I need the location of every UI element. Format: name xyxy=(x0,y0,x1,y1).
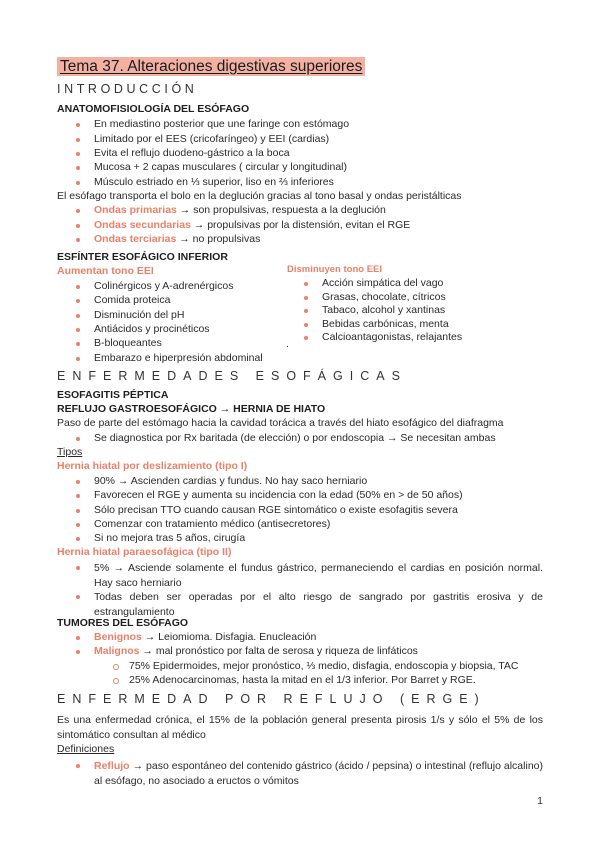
tumor-item xyxy=(94,631,316,643)
list-item: Disminución del pH xyxy=(94,309,185,321)
wave-text: → propulsivas por la distensión, evitan el RGE xyxy=(190,219,411,231)
erge-text: Es una enfermedad crónica, el 15% de la población general presenta pirosis 1/s y sólo el 5% de los sintomático consultan al médico xyxy=(57,714,543,741)
list-item: Calcioantagonistas, relajantes xyxy=(322,331,463,343)
malign-text: → mal pronóstico por falta de serosa y riqueza de linfáticos xyxy=(139,645,418,657)
eei-heading: ESFÍNTER ESOFÁGICO INFERIOR xyxy=(57,251,228,263)
para-hernia-label: Hernia hiatal paraesofágica (tipo II) xyxy=(57,546,232,558)
list-item: Músculo estriado en ⅓ superior, liso en ⅔ inferiores xyxy=(94,176,334,188)
esofagitis-heading: ESOFAGITIS PÉPTICA xyxy=(57,389,169,401)
wave-label: Ondas secundarias xyxy=(94,219,191,231)
tumors-heading: TUMORES DEL ESÓFAGO xyxy=(57,617,189,629)
increase-label: Aumentan tono EEI xyxy=(57,265,154,277)
reflux-text: Paso de parte del estómago hacia la cavidad torácica a través del hiato esofágico del diafragma xyxy=(57,417,504,429)
wave-item xyxy=(94,204,386,216)
tumor-item xyxy=(94,645,418,657)
list-item: 90% → Ascienden cardias y fundus. No hay saco herniario xyxy=(94,475,368,487)
list-item: Comenzar con tratamiento médico (antisecretores) xyxy=(94,518,331,530)
page-title: Tema 37. Alteraciones digestivas superiores xyxy=(57,57,365,76)
list-item: B-bloqueantes xyxy=(94,337,162,349)
wave-item xyxy=(94,233,260,245)
malign-label: Malignos xyxy=(94,645,140,657)
list-item: Sólo precisan TTO cuando causan RGE sintomático o existe esofagitis severa xyxy=(94,504,458,516)
wave-text: → son propulsivas, respuesta a la deglución xyxy=(176,204,386,216)
stray-dot: . xyxy=(286,338,289,350)
wave-label: Ondas terciarias xyxy=(94,233,177,245)
list-item: Acción simpática del vago xyxy=(322,277,444,289)
decrease-label: Disminuyen tono EEI xyxy=(287,264,383,275)
section-heading-enfermedades: ENFERMEDADES ESOFÁGICAS xyxy=(57,369,407,383)
sub-list-item: 75% Epidermoides, mejor pronóstico, ⅓ medio, disfagia, endoscopia y biopsia, TAC xyxy=(129,660,519,672)
definition-item xyxy=(94,759,543,788)
list-item: 5% → Asciende solamente el fundus gástrico, permaneciendo el cardias en posición normal. Hay saco herniario xyxy=(94,562,543,589)
list-item: Colinérgicos y A-adrenérgicos xyxy=(94,280,234,292)
wave-label: Ondas primarias xyxy=(94,204,177,216)
reflux-label: Reflujo xyxy=(94,760,130,772)
section-heading-introduccion: INTRODUCCIÓN xyxy=(57,82,198,96)
wave-text: → no propulsivas xyxy=(176,233,261,245)
list-item: Limitado por el EES (cricofaríngeo) y EEI (cardias) xyxy=(94,133,330,145)
tipos-heading: Tipos xyxy=(57,446,83,458)
transport-text: El esófago transporta el bolo en la deglución gracias al tono basal y ondas peristálticas xyxy=(57,190,462,202)
list-item: En mediastino posterior que une faringe con estómago xyxy=(94,118,350,130)
list-item: Se diagnostica por Rx baritada (de elección) o por endoscopia → Se necesitan ambas xyxy=(94,432,496,444)
sub-list-item: 25% Adenocarcinomas, hasta la mitad en el 1/3 inferior. Por Barret y RGE. xyxy=(129,674,476,686)
list-item: Bebidas carbónicas, menta xyxy=(322,318,449,330)
list-item: Todas deben ser operadas por el alto riesgo de sangrado por gastritis erosiva y de estrangulamiento xyxy=(94,591,543,618)
list-item: Mucosa + 2 capas musculares ( circular y longitudinal) xyxy=(94,161,347,173)
list-item: Embarazo e hiperpresión abdominal xyxy=(94,352,263,364)
sliding-hernia-label: Hernia hiatal por deslizamiento (tipo I) xyxy=(57,460,248,472)
list-item: Grasas, chocolate, cítricos xyxy=(322,291,446,303)
reflux-heading: REFLUJO GASTROESOFÁGICO → HERNIA DE HIATO xyxy=(57,403,326,415)
definitions-heading: Definiciones xyxy=(57,743,115,755)
list-item: Favorecen el RGE y aumenta su incidencia con la edad (50% en > de 50 años) xyxy=(94,489,463,501)
list-item: Evita el reflujo duodeno-gástrico a la boca xyxy=(94,147,290,159)
list-item: Antiácidos y procinéticos xyxy=(94,323,210,335)
list-item: Si no mejora tras 5 años, cirugía xyxy=(94,532,246,544)
benign-label: Benignos xyxy=(94,631,142,643)
benign-text: → Leiomioma. Disfagia. Enucleación xyxy=(141,631,317,643)
list-item: Comida proteica xyxy=(94,294,171,306)
reflux-definition: → paso espontáneo del contenido gástrico (ácido / pepsina) o intestinal (reflujo alcalino) al esófago, no asociado a eructos o vómitos xyxy=(94,760,543,787)
section-heading-erge: ENFERMEDAD POR REFLUJO (ERGE) xyxy=(57,692,486,706)
list-item: Tabaco, alcohol y xantinas xyxy=(322,304,446,316)
anatomy-heading: ANATOMOFISIOLOGÍA DEL ESÓFAGO xyxy=(57,103,250,115)
wave-item xyxy=(94,219,410,231)
page-number: 1 xyxy=(537,795,543,807)
